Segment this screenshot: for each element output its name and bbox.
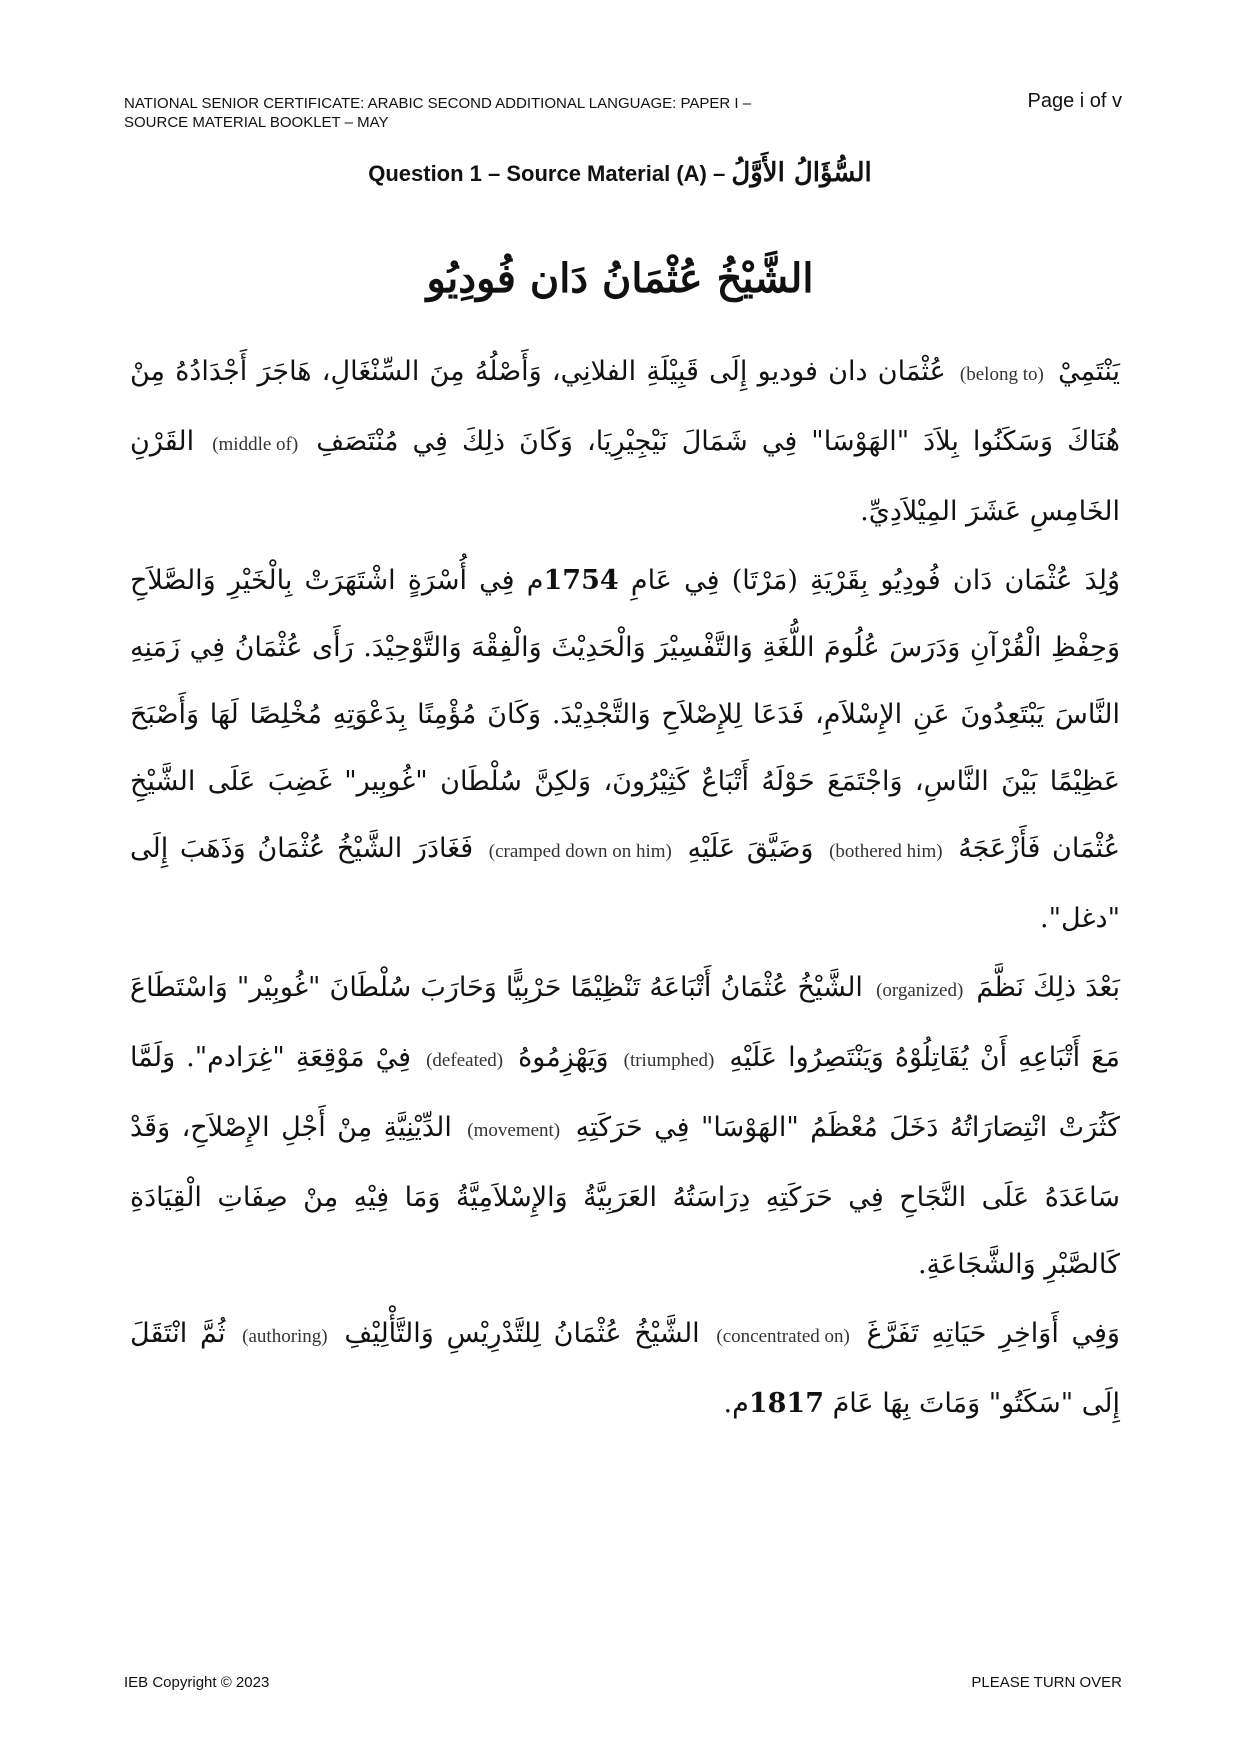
header-left	[124, 94, 884, 132]
article-body	[130, 338, 1120, 1439]
p4-text-b: الشَّيْخُ عُثْمَانُ لِلتَّدْرِيْسِ وَالتَّأْلِيْفِ	[344, 1318, 700, 1349]
p1-text-c: القَرْنِ الخَامِسِ عَشَرَ المِيْلاَدِيِّ.	[130, 426, 1120, 527]
question-heading	[0, 158, 1240, 188]
gloss-triumphed: (triumphed)	[623, 1050, 715, 1071]
p3-text-b: الشَّيْخُ عُثْمَانُ أَتْبَاعَهُ تَنْظِيْمًا حَرْبِيًّا وَحَارَبَ سُلْطَانَ "غُوبِيْر" وَاسْتَطَاعَ مَعَ أَتْبَاعِهِ أَنْ يُقَاتِلُوْهُ وَيَنْتَصِرُوا عَلَيْهِ	[130, 972, 1120, 1073]
p1-text-a: يَنْتَمِيْ	[1058, 356, 1120, 387]
death-year: 1817	[748, 1388, 824, 1419]
document-title: الشَّيْخُ عُثْمَانُ دَان فُودِيُو	[426, 255, 814, 302]
p4-text-d: م.	[723, 1388, 749, 1419]
paragraph-2	[130, 547, 1120, 952]
birth-year: 1754	[543, 565, 619, 596]
gloss-defeated: (defeated)	[426, 1050, 504, 1071]
gloss-movement: (movement)	[467, 1120, 561, 1141]
p4-text-a: وَفِي أَوَاخِرِ حَيَاتِهِ تَفَرَّغَ	[866, 1318, 1120, 1349]
p2-text-b: م فِي أُسْرَةٍ اشْتَهَرَتْ بِالْخَيْرِ وَالصَّلاَحِ وَحِفْظِ الْقُرْآنِ وَدَرَسَ عُلُومَ اللُّغَةِ وَالتَّفْسِيْرَ وَالْحَدِيْثَ وَالْفِقْهَ وَالتَّوْحِيْدَ. رَأَى عُثْمَانُ فِي زَمَنِهِ النَّاسَ يَبْتَعِدُونَ عَنِ الإِسْلاَمِ، فَدَعَا لِلإِصْلاَحِ وَالتَّجْدِيْدَ. وَكَانَ مُؤْمِنًا بِدَعْوَتِهِ مُخْلِصًا لَهَا وَأَصْبَحَ عَظِيْمًا بَيْنَ النَّاسِ، وَاجْتَمَعَ حَوْلَهُ أَتْبَاعٌ كَثِيْرُونَ، وَلكِنَّ سُلْطَان "غُوبِير" غَضِبَ عَلَى الشَّيْخِ عُثْمَان فَأَزْعَجَهُ	[130, 565, 1120, 864]
footer-turn-over: PLEASE TURN OVER	[971, 1674, 1122, 1691]
paragraph-3	[130, 954, 1120, 1298]
gloss-cramped-down: (cramped down on him)	[488, 841, 672, 862]
question-label: Question 1 – Source Material (A) –	[368, 161, 732, 186]
p3-text-c: وَيَهْزِمُوهُ	[518, 1042, 609, 1073]
p2-text-d: فَغَادَرَ الشَّيْخُ عُثْمَانُ وَذَهَبَ إِلَى "دغل".	[130, 833, 1120, 934]
gloss-middle-of: (middle of)	[212, 434, 299, 455]
p3-text-a: بَعْدَ ذلِكَ نَظَّمَ	[976, 972, 1120, 1003]
paragraph-1	[130, 338, 1120, 545]
gloss-belong-to: (belong to)	[959, 364, 1044, 385]
page-number: Page i of v	[1027, 90, 1122, 112]
gloss-concentrated-on: (concentrated on)	[716, 1326, 850, 1347]
p3-text-e: الدِّيْنِيَّةِ مِنْ أَجْلِ الإِصْلاَحِ، وَقَدْ سَاعَدَهُ عَلَى النَّجَاحِ فِي حَرَكَتِهِ دِرَاسَتُهُ العَرَبِيَّةُ وَالإِسْلاَمِيَّةُ وَمَا فِيْهِ مِنْ صِفَاتِ الْقِيَادَةِ كَالصَّبْرِ وَالشَّجَاعَةِ.	[130, 1112, 1120, 1280]
footer-copyright: IEB Copyright © 2023	[124, 1674, 270, 1691]
header-line-2: SOURCE MATERIAL BOOKLET – MAY	[124, 114, 389, 131]
p3-text-d: فِيْ مَوْقِعَةِ "غِرَادم". وَلَمَّا كَثُرَتْ انْتِصَارَاتُهُ دَخَلَ مُعْظَمُ "الهَوْسَا" فِي حَرَكَتِهِ	[130, 1042, 1120, 1143]
header-line-1: NATIONAL SENIOR CERTIFICATE: ARABIC SECOND ADDITIONAL LANGUAGE: PAPER I –	[124, 95, 752, 112]
gloss-organized: (organized)	[876, 980, 964, 1001]
p2-text-a: وُلِدَ عُثْمَان دَان فُودِيُو بِقَرْيَةِ (مَرْتَا) فِي عَامِ	[630, 565, 1121, 596]
gloss-bothered-him: (bothered him)	[829, 841, 943, 862]
p4-text-c: ثُمَّ انْتَقَلَ إِلَى "سَكَتُو" وَمَاتَ بِهَا عَامَ	[130, 1318, 1120, 1419]
p2-text-c: وَضَيَّقَ عَلَيْهِ	[687, 833, 814, 864]
question-arabic: السُّؤَالُ الأَوَّلُ	[731, 158, 872, 188]
paragraph-4	[130, 1300, 1120, 1437]
p1-text-b: عُثْمَان دان فوديو إِلَى قَبِيْلَةِ الفلانِي، وَأَصْلُهُ مِنَ السِّنْغَالِ، هَاجَرَ أَجْدَادُهُ مِنْ هُنَاكَ وَسَكَنُوا بِلاَدَ "الهَوْسَا" فِي شَمَالَ نَيْجِيْرِيَا، وَكَانَ ذلِكَ فِي مُنْتَصَفِ	[130, 356, 1120, 457]
gloss-authoring: (authoring)	[242, 1326, 328, 1347]
